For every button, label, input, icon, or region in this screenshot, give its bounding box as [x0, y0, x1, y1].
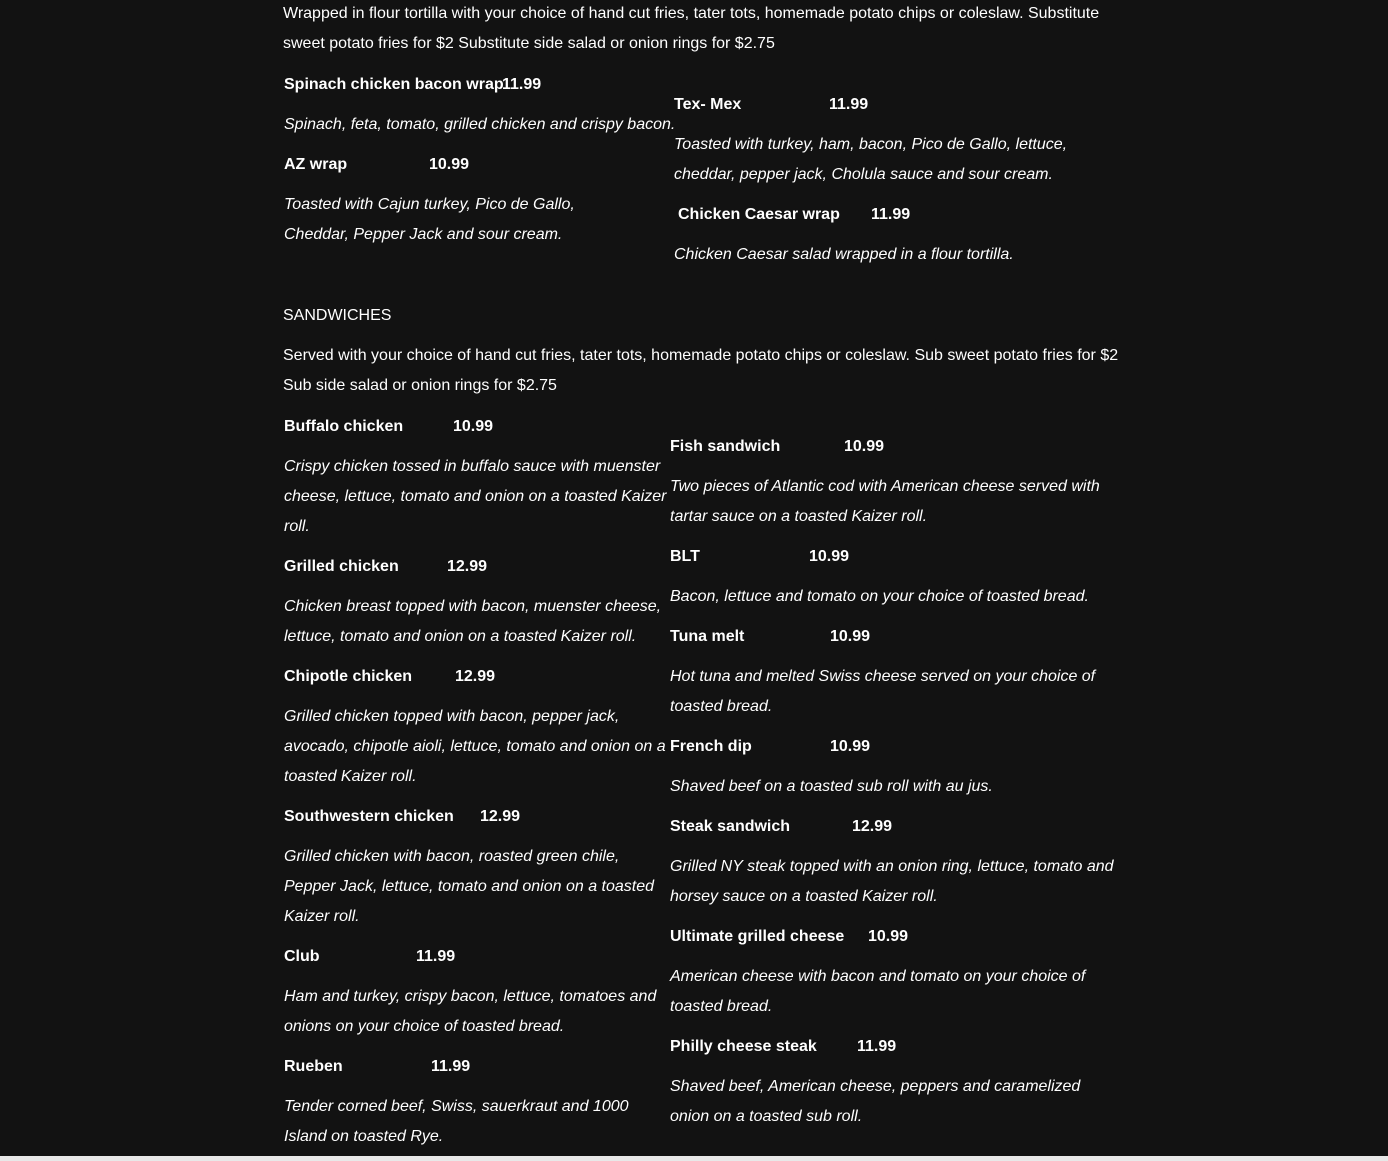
item-name: Buffalo chicken — [284, 418, 404, 435]
item-price: 11.99 — [829, 96, 869, 113]
item-price: 12.99 — [455, 668, 496, 685]
bottom-divider — [0, 1156, 1388, 1161]
item-description: Chicken breast topped with bacon, muenster cheese, lettuce, tomato and onion on a toasted Kaizer roll. — [284, 598, 662, 645]
item-price: 11.99 — [416, 948, 456, 965]
item-name: BLT — [670, 548, 700, 565]
item-price: 11.99 — [857, 1038, 897, 1055]
item-name: French dip — [670, 738, 752, 755]
item-name: Club — [284, 948, 320, 965]
menu-item-title — [284, 412, 494, 442]
item-description: Hot tuna and melted Swiss cheese served on your choice of toasted bread. — [670, 668, 1096, 715]
item-description: Two pieces of Atlantic cod with American cheese served with tartar sauce on a toasted Kaizer roll. — [670, 478, 1100, 525]
menu-item-title — [284, 662, 496, 692]
item-name: Fish sandwich — [670, 438, 781, 455]
item-description: American cheese with bacon and tomato on your choice of toasted bread. — [670, 968, 1086, 1015]
menu-item-title — [670, 922, 909, 952]
item-name: Chicken Caesar wrap — [678, 206, 840, 223]
menu-page — [283, 0, 1123, 1156]
item-description: Grilled NY steak topped with an onion ring, lettuce, tomato and horsey sauce on a toasted Kaizer roll. — [670, 858, 1114, 905]
item-name: Tuna melt — [670, 628, 745, 645]
item-description: Bacon, lettuce and tomato on your choice of toasted bread. — [670, 588, 1089, 605]
item-name: AZ wrap — [284, 156, 348, 173]
item-price: 11.99 — [431, 1058, 471, 1075]
item-price: 11.99 — [502, 76, 542, 93]
item-price: 10.99 — [809, 548, 850, 565]
item-name: Tex- Mex — [674, 96, 742, 113]
item-price: 12.99 — [447, 558, 488, 575]
menu-item-title — [284, 802, 521, 832]
item-name: Southwestern chicken — [284, 808, 454, 825]
item-description: Shaved beef on a toasted sub roll with au jus. — [670, 778, 993, 795]
menu-item-title — [284, 1052, 471, 1082]
item-name: Grilled chicken — [284, 558, 399, 575]
item-description: Grilled chicken topped with bacon, pepper jack, avocado, chipotle aioli, lettuce, tomato and onion on a toasted Kaizer roll. — [284, 708, 666, 785]
menu-item-title — [670, 622, 871, 652]
menu-item-title — [678, 200, 911, 230]
section-title-sandwiches: SANDWICHES — [283, 307, 392, 324]
item-description: Toasted with Cajun turkey, Pico de Gallo, Cheddar, Pepper Jack and sour cream. — [284, 196, 575, 243]
item-name: Steak sandwich — [670, 818, 791, 835]
item-description: Grilled chicken with bacon, roasted green chile, Pepper Jack, lettuce, tomato and onion on a toasted Kaizer roll. — [284, 848, 655, 925]
menu-item-title — [284, 150, 470, 180]
item-name: Philly cheese steak — [670, 1038, 817, 1055]
item-price: 10.99 — [830, 738, 871, 755]
item-name: Chipotle chicken — [284, 668, 413, 685]
item-price: 10.99 — [830, 628, 871, 645]
item-description: Crispy chicken tossed in buffalo sauce with muenster cheese, lettuce, tomato and onion on a toasted Kaizer roll. — [284, 458, 667, 535]
item-description: Chicken Caesar salad wrapped in a flour tortilla. — [674, 246, 1014, 263]
item-name: Spinach chicken bacon wrap — [284, 76, 504, 93]
item-price: 10.99 — [453, 418, 494, 435]
item-description: Shaved beef, American cheese, peppers and caramelized onion on a toasted sub roll. — [670, 1078, 1081, 1125]
menu-item-title — [670, 432, 885, 462]
menu-item-title — [670, 812, 893, 842]
item-price: 10.99 — [429, 156, 470, 173]
item-name: Rueben — [284, 1058, 343, 1075]
menu-item-title — [670, 542, 850, 572]
menu-item-title — [674, 90, 869, 120]
item-description: Tender corned beef, Swiss, sauerkraut and 1000 Island on toasted Rye. — [284, 1098, 629, 1145]
menu-item-title — [670, 1032, 897, 1062]
item-price: 10.99 — [868, 928, 909, 945]
item-price: 11.99 — [871, 206, 911, 223]
menu-item-title — [284, 552, 488, 582]
item-name: Ultimate grilled cheese — [670, 928, 845, 945]
item-description: Ham and turkey, crispy bacon, lettuce, tomatoes and onions on your choice of toasted bread. — [284, 988, 657, 1035]
menu-item-title — [284, 70, 542, 100]
menu-item-title — [284, 942, 456, 972]
item-description: Toasted with turkey, ham, bacon, Pico de Gallo, lettuce, cheddar, pepper jack, Cholula sauce and sour cream. — [674, 136, 1068, 183]
menu-item-title — [670, 732, 871, 762]
item-price: 12.99 — [480, 808, 521, 825]
sandwiches-intro: Served with your choice of hand cut fries, tater tots, homemade potato chips or coleslaw. Sub sweet potato fries for $2 Sub side salad or onion rings for $2.75 — [283, 347, 1119, 394]
item-description: Spinach, feta, tomato, grilled chicken and crispy bacon. — [284, 116, 676, 133]
item-price: 10.99 — [844, 438, 885, 455]
item-price: 12.99 — [852, 818, 893, 835]
wraps-intro: Wrapped in flour tortilla with your choice of hand cut fries, tater tots, homemade potato chips or coleslaw. Substitute sweet potato fries for $2 Substitute side salad or onion rings for $2.75 — [283, 5, 1100, 52]
